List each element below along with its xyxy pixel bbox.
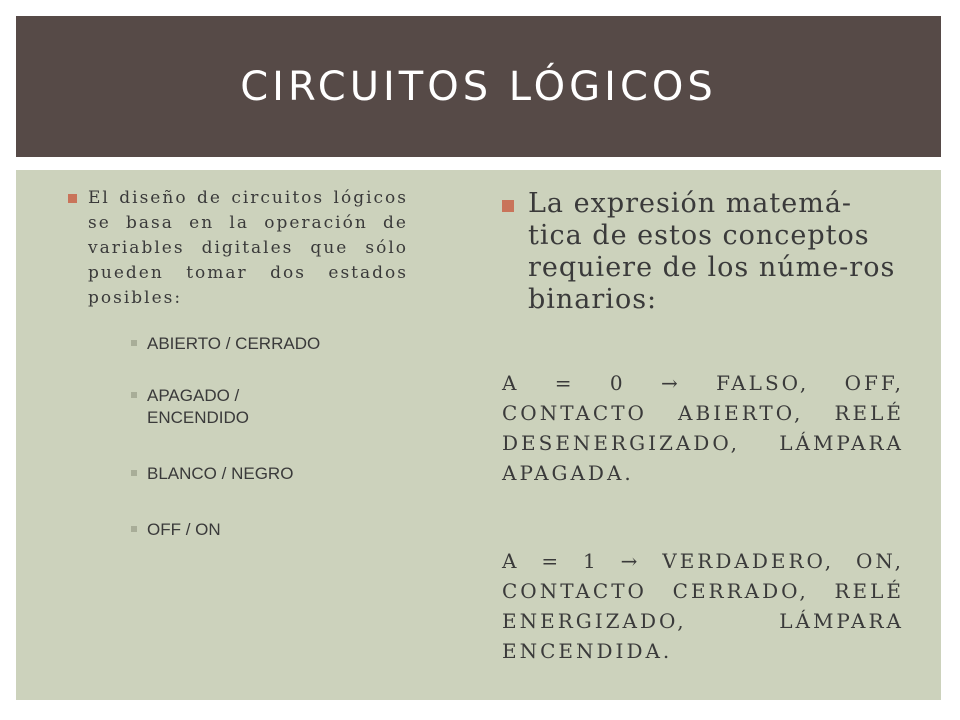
square-bullet-icon	[131, 340, 137, 346]
square-bullet-icon	[502, 200, 514, 212]
content-area	[16, 170, 941, 700]
left-column	[68, 186, 408, 541]
list-item	[131, 519, 367, 541]
states-list	[68, 333, 408, 541]
lead-text: La expresión matemá-tica de estos conceptos requiere de los núme-ros binarios:	[528, 188, 896, 315]
list-item	[131, 463, 367, 485]
statement-false: A = 0 → FALSO, OFF, CONTACTO ABIERTO, RELÉ DESENERGIZADO, LÁMPARA APAGADA.	[502, 371, 904, 485]
square-bullet-icon	[131, 470, 137, 476]
list-item-label: ABIERTO / CERRADO	[147, 334, 321, 353]
list-item-label: OFF / ON	[147, 520, 221, 539]
lead-bullet	[502, 188, 904, 316]
right-column	[502, 188, 904, 666]
list-item-label: APAGADO / ENCENDIDO	[147, 386, 250, 427]
list-item	[131, 385, 317, 429]
slide-title: CIRCUITOS LÓGICOS	[240, 63, 717, 110]
list-item	[131, 333, 367, 355]
square-bullet-icon	[68, 194, 77, 203]
title-band	[16, 16, 941, 157]
list-item-label: BLANCO / NEGRO	[147, 464, 294, 483]
square-bullet-icon	[131, 392, 137, 398]
intro-bullet	[68, 186, 408, 311]
statement-true: A = 1 → VERDADERO, ON, CONTACTO CERRADO, RELÉ ENERGIZADO, LÁMPARA ENCENDIDA.	[502, 549, 904, 663]
intro-paragraph: El diseño de circuitos lógicos se basa en la operación de variables digitales que sólo pueden tomar dos estados posibles:	[88, 188, 408, 308]
square-bullet-icon	[131, 526, 137, 532]
